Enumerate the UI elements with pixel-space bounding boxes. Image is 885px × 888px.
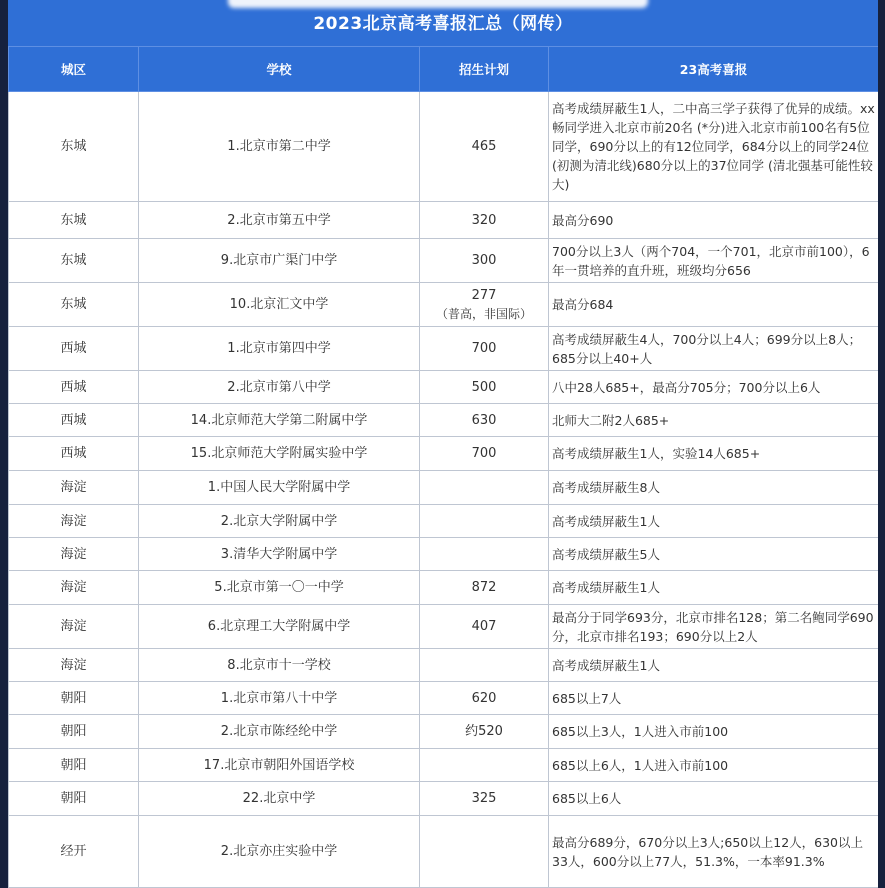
district-cell: 海淀: [9, 649, 139, 682]
table-row: [9, 92, 879, 202]
result-cell: 高考成绩屏蔽生1人: [549, 505, 879, 538]
school-cell: 2.北京大学附属中学: [139, 505, 420, 538]
result-cell: 最高分690: [549, 202, 879, 239]
district-cell: 东城: [9, 239, 139, 283]
table-row: [9, 505, 879, 538]
district-cell: 经开: [9, 816, 139, 888]
plan-cell: [420, 202, 549, 239]
district-cell: 朝阳: [9, 782, 139, 816]
table-row: [9, 782, 879, 816]
table-row: [9, 437, 879, 471]
result-cell: 685以上6人，1人进入市前100: [549, 749, 879, 782]
banner-decoration: [228, 0, 648, 8]
result-cell: 高考成绩屏蔽生8人: [549, 471, 879, 505]
result-cell: 北师大二附2人685+: [549, 404, 879, 437]
page-title: 2023北京高考喜报汇总（网传）: [313, 14, 573, 34]
table-row: [9, 816, 879, 888]
table-row: [9, 715, 879, 749]
plan-value: 325: [471, 791, 497, 806]
result-cell: 八中28人685+，最高分705分；700分以上6人: [549, 371, 879, 404]
table-row: [9, 605, 879, 649]
plan-value: 872: [471, 580, 497, 595]
school-cell: 6.北京理工大学附属中学: [139, 605, 420, 649]
plan-cell: [420, 404, 549, 437]
plan-cell: [420, 571, 549, 605]
school-cell: 2.北京市第五中学: [139, 202, 420, 239]
result-cell: 最高分于同学693分，北京市排名128；第二名鲍同学690分，北京市排名193；690分以上2人: [549, 605, 879, 649]
school-cell: 9.北京市广渠门中学: [139, 239, 420, 283]
school-cell: 2.北京亦庄实验中学: [139, 816, 420, 888]
result-cell: 高考成绩屏蔽生5人: [549, 538, 879, 571]
district-cell: 海淀: [9, 471, 139, 505]
school-cell: 1.北京市第二中学: [139, 92, 420, 202]
plan-value: 700: [471, 341, 497, 356]
results-table: [8, 46, 878, 888]
plan-cell: [420, 92, 549, 202]
table-row: [9, 649, 879, 682]
district-cell: 朝阳: [9, 715, 139, 749]
school-cell: 22.北京中学: [139, 782, 420, 816]
table-row: [9, 538, 879, 571]
plan-cell: [420, 538, 549, 571]
plan-cell: [420, 782, 549, 816]
plan-cell: [420, 471, 549, 505]
district-cell: 西城: [9, 404, 139, 437]
column-header-district: 城区: [9, 47, 139, 92]
school-cell: 8.北京市十一学校: [139, 649, 420, 682]
report-sheet: [8, 0, 878, 888]
result-cell: 685以上3人，1人进入市前100: [549, 715, 879, 749]
result-cell: 高考成绩屏蔽生1人: [549, 649, 879, 682]
table-row: [9, 327, 879, 371]
plan-value: 630: [471, 412, 497, 428]
district-cell: 西城: [9, 371, 139, 404]
result-cell: 最高分689分，670分以上3人;650以上12人，630以上33人，600分以上77人，51.3%，一本率91.3%: [549, 816, 879, 888]
result-cell: 700分以上3人（两个704，一个701，北京市前100），6年一贯培养的直升班，班级均分656: [549, 239, 879, 283]
table-body: [9, 92, 879, 888]
school-cell: 3.清华大学附属中学: [139, 538, 420, 571]
plan-value: 700: [471, 446, 497, 461]
school-cell: 10.北京汇文中学: [139, 283, 420, 327]
result-cell: 685以上7人: [549, 682, 879, 715]
district-cell: 海淀: [9, 571, 139, 605]
district-cell: 朝阳: [9, 682, 139, 715]
result-cell: 685以上6人: [549, 782, 879, 816]
plan-cell: [420, 505, 549, 538]
plan-value: 500: [471, 379, 497, 395]
plan-cell: [420, 649, 549, 682]
column-header-school: 学校: [139, 47, 420, 92]
result-cell: 高考成绩屏蔽生1人: [549, 571, 879, 605]
plan-cell: [420, 749, 549, 782]
district-cell: 海淀: [9, 505, 139, 538]
school-cell: 1.北京市第八十中学: [139, 682, 420, 715]
district-cell: 西城: [9, 327, 139, 371]
plan-cell: [420, 605, 549, 649]
table-row: [9, 749, 879, 782]
district-cell: 东城: [9, 92, 139, 202]
plan-value: 620: [471, 690, 497, 706]
plan-value: 约520: [465, 724, 503, 739]
column-header-results: 23高考喜报: [549, 47, 879, 92]
school-cell: 2.北京市陈经纶中学: [139, 715, 420, 749]
district-cell: 东城: [9, 283, 139, 327]
table-row: [9, 682, 879, 715]
plan-cell: [420, 283, 549, 327]
plan-cell: [420, 715, 549, 749]
school-cell: 1.北京市第四中学: [139, 327, 420, 371]
plan-cell: [420, 371, 549, 404]
plan-value: 320: [471, 212, 497, 228]
school-cell: 14.北京师范大学第二附属中学: [139, 404, 420, 437]
result-cell: 高考成绩屏蔽生4人，700分以上4人；699分以上8人；685分以上40+人: [549, 327, 879, 371]
plan-cell: [420, 682, 549, 715]
plan-note: （普高，非国际）: [435, 306, 532, 321]
table-row: [9, 471, 879, 505]
district-cell: 海淀: [9, 538, 139, 571]
table-row: [9, 202, 879, 239]
district-cell: 海淀: [9, 605, 139, 649]
district-cell: 朝阳: [9, 749, 139, 782]
district-cell: 东城: [9, 202, 139, 239]
school-cell: 1.中国人民大学附属中学: [139, 471, 420, 505]
plan-value: 277: [471, 287, 497, 303]
result-cell: 高考成绩屏蔽生1人，实验14人685+: [549, 437, 879, 471]
plan-cell: [420, 816, 549, 888]
result-cell: 最高分684: [549, 283, 879, 327]
plan-value: 465: [471, 139, 497, 154]
column-header-plan: 招生计划: [420, 47, 549, 92]
district-cell: 西城: [9, 437, 139, 471]
school-cell: 15.北京师范大学附属实验中学: [139, 437, 420, 471]
table-row: [9, 283, 879, 327]
table-header-row: [9, 47, 879, 92]
plan-cell: [420, 327, 549, 371]
table-row: [9, 371, 879, 404]
plan-value: 407: [471, 619, 497, 634]
table-row: [9, 404, 879, 437]
table-row: [9, 571, 879, 605]
plan-cell: [420, 239, 549, 283]
result-cell: 高考成绩屏蔽生1人，二中高三学子获得了优异的成绩。xx畅同学进入北京市前20名 (*分)进入北京市前100名有5位同学，690分以上的有12位同学，684分以上的同学24位 (初测为清北线)680分以上的37位同学 (清北强基可能性较大): [549, 92, 879, 202]
school-cell: 2.北京市第八中学: [139, 371, 420, 404]
table-row: [9, 239, 879, 283]
school-cell: 17.北京市朝阳外国语学校: [139, 749, 420, 782]
header-banner: [8, 0, 878, 46]
plan-value: 300: [471, 253, 497, 268]
plan-cell: [420, 437, 549, 471]
school-cell: 5.北京市第一〇一中学: [139, 571, 420, 605]
